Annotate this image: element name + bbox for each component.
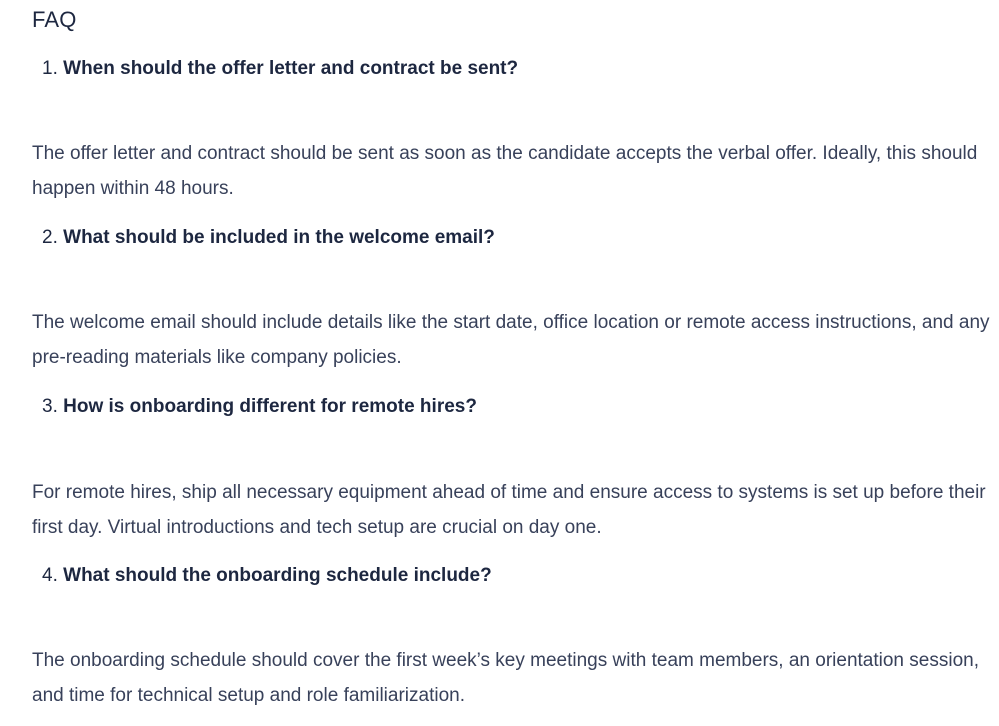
faq-answer-4: The onboarding schedule should cover the first week’s key meetings with team members, an orientation session, and time for technical setup and role familiarization. <box>32 650 979 706</box>
faq-answer-1: The offer letter and contract should be sent as soon as the candidate accepts the verbal offer. Ideally, this should happen within 48 hours. <box>32 143 978 199</box>
question-text: When should the offer letter and contract be sent? <box>63 58 519 79</box>
faq-question-2 <box>42 225 495 251</box>
question-number: 3. <box>42 396 58 417</box>
question-number: 1. <box>42 58 58 79</box>
question-number: 4. <box>42 565 58 586</box>
question-text: How is onboarding different for remote hires? <box>63 396 477 417</box>
question-text: What should the onboarding schedule include? <box>63 565 492 586</box>
faq-answer-2: The welcome email should include details like the start date, office location or remote access instructions, and any pre-reading materials like company policies. <box>32 312 990 368</box>
faq-question-1 <box>42 56 518 82</box>
faq-answer-3: For remote hires, ship all necessary equipment ahead of time and ensure access to systems is set up before their first day. Virtual introductions and tech setup are crucial on day one. <box>32 482 986 538</box>
faq-question-3 <box>42 394 477 420</box>
question-text: What should be included in the welcome email? <box>63 227 495 248</box>
question-number: 2. <box>42 227 58 248</box>
faq-question-4 <box>42 563 492 589</box>
faq-heading: FAQ <box>32 7 77 32</box>
